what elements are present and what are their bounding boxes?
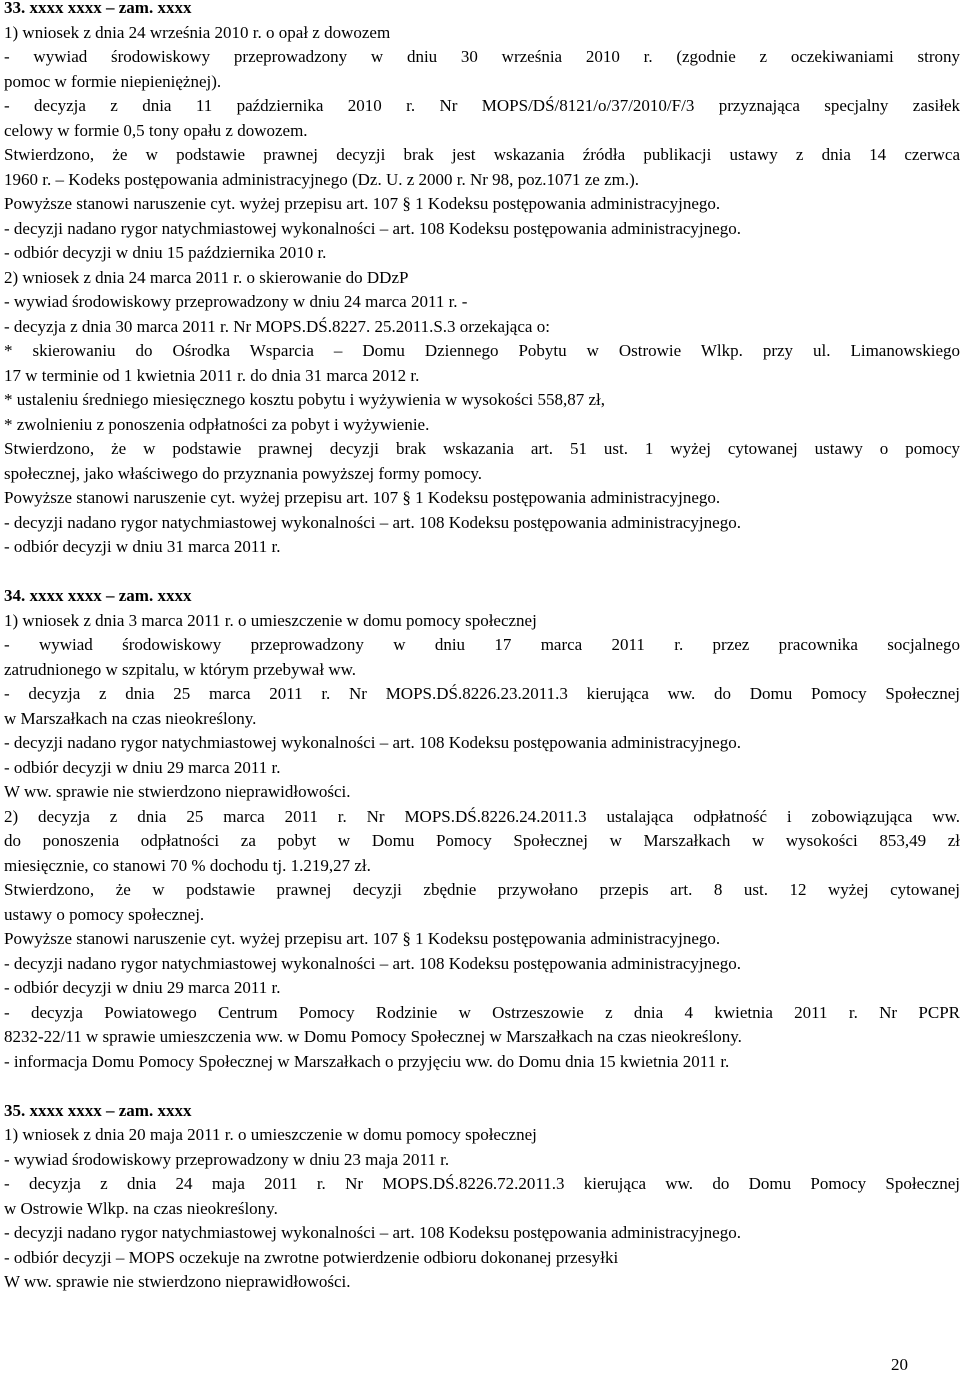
case-heading: 34. xxxx xxxx – zam. xxxx <box>4 586 192 605</box>
text-line: 8232-22/11 w sprawie umieszczenia ww. w Domu Pomocy Społecznej w Marszałkach na czas nieokreślony. <box>4 1027 742 1046</box>
text-line: do ponoszenia odpłatności za pobyt w Domu Pomocy Społecznej w Marszałkach w wysokości 853,49 zł <box>4 831 960 850</box>
text-line: 2) wniosek z dnia 24 marca 2011 r. o skierowanie do DDzP <box>4 267 409 287</box>
text-line: W ww. sprawie nie stwierdzono nieprawidłowości. <box>4 782 351 801</box>
case-heading: 35. xxxx xxxx – zam. xxxx <box>4 1100 192 1120</box>
text-line: Powyższe stanowi naruszenie cyt. wyżej przepisu art. 107 § 1 Kodeksu postępowania administracyjnego. <box>4 194 721 213</box>
text-line: Stwierdzono, że w podstawie prawnej decyzji zbędnie przywołano przepis art. 8 ust. 12 wyżej cytowanej <box>4 880 960 899</box>
text-line: Stwierdzono, że w podstawie prawnej decyzji brak wskazania art. 51 ust. 1 wyżej cytowanej ustawy o pomocy <box>4 439 960 458</box>
text-line: - wywiad środowiskowy przeprowadzony w dniu 30 września 2010 r. (zgodnie z oczekiwaniami strony <box>4 47 960 66</box>
text-line: - odbiór decyzji w dniu 15 października 2010 r. <box>4 243 327 262</box>
text-line: * ustaleniu średniego miesięcznego kosztu pobytu i wyżywienia w wysokości 558,87 zł, <box>4 390 606 409</box>
text-line: - wywiad środowiskowy przeprowadzony w dniu 17 marca 2011 r. przez pracownika socjalnego <box>4 635 960 654</box>
text-line: * skierowaniu do Ośrodka Wsparcia – Domu Dziennego Pobytu w Ostrowie Wlkp. przy ul. Limanowskiego <box>4 341 960 360</box>
text-line: * zwolnieniu z ponoszenia odpłatności za pobyt i wyżywienie. <box>4 414 430 434</box>
text-line: W ww. sprawie nie stwierdzono nieprawidłowości. <box>4 1272 351 1291</box>
text-line: - decyzja z dnia 25 marca 2011 r. Nr MOPS.DŚ.8226.23.2011.3 kierująca ww. do Domu Pomocy Społecznej <box>4 684 960 703</box>
text-line: - informacja Domu Pomocy Społecznej w Marszałkach o przyjęciu ww. do Domu dnia 15 kwietnia 2011 r. <box>4 1051 730 1071</box>
text-line: 1) wniosek z dnia 3 marca 2011 r. o umieszczenie w domu pomocy społecznej <box>4 610 537 630</box>
text-line: - wywiad środowiskowy przeprowadzony w dniu 23 maja 2011 r. <box>4 1149 450 1169</box>
text-line: - decyzji nadano rygor natychmiastowej wykonalności – art. 108 Kodeksu postępowania administracyjnego. <box>4 218 741 238</box>
text-line: miesięcznie, co stanowi 70 % dochodu tj. 1.219,27 zł. <box>4 855 371 875</box>
text-line: pomoc w formie niepieniężnej). <box>4 71 222 91</box>
case-heading: 33. xxxx xxxx – zam. xxxx <box>4 0 192 17</box>
text-line: 2) decyzja z dnia 25 marca 2011 r. Nr MOPS.DŚ.8226.24.2011.3 ustalająca odpłatność i zobowiązująca ww. <box>4 806 960 826</box>
text-line: Powyższe stanowi naruszenie cyt. wyżej przepisu art. 107 § 1 Kodeksu postępowania administracyjnego. <box>4 929 721 948</box>
text-line: - decyzji nadano rygor natychmiastowej wykonalności – art. 108 Kodeksu postępowania administracyjnego. <box>4 953 741 973</box>
text-line: - decyzja z dnia 30 marca 2011 r. Nr MOPS.DŚ.8227. 25.2011.S.3 orzekająca o: <box>4 316 550 336</box>
text-line: - decyzji nadano rygor natychmiastowej wykonalności – art. 108 Kodeksu postępowania administracyjnego. <box>4 1223 741 1242</box>
text-line: 17 w terminie od 1 kwietnia 2011 r. do dnia 31 marca 2012 r. <box>4 365 420 385</box>
text-line: 1) wniosek z dnia 20 maja 2011 r. o umieszczenie w domu pomocy społecznej <box>4 1125 537 1144</box>
text-line: w Ostrowie Wlkp. na czas nieokreślony. <box>4 1198 278 1218</box>
text-line: - odbiór decyzji w dniu 29 marca 2011 r. <box>4 978 281 997</box>
text-line: społecznej, jako właściwego do przyznania powyższej formy pomocy. <box>4 463 483 483</box>
text-line: celowy w formie 0,5 tony opału z dowozem. <box>4 120 308 140</box>
text-line: w Marszałkach na czas nieokreślony. <box>4 708 257 728</box>
text-line: - odbiór decyzji w dniu 29 marca 2011 r. <box>4 757 281 777</box>
text-line: ustawy o pomocy społecznej. <box>4 904 205 924</box>
text-line: Powyższe stanowi naruszenie cyt. wyżej przepisu art. 107 § 1 Kodeksu postępowania administracyjnego. <box>4 488 721 507</box>
page-number: 20 <box>891 1355 908 1374</box>
blank-line <box>4 560 960 585</box>
text-line: - odbiór decyzji – MOPS oczekuje na zwrotne potwierdzenie odbioru dokonanej przesyłki <box>4 1247 619 1267</box>
text-line: - wywiad środowiskowy przeprowadzony w dniu 24 marca 2011 r. - <box>4 292 468 311</box>
text-line: Stwierdzono, że w podstawie prawnej decyzji brak jest wskazania źródła publikacji ustawy z dnia 14 czerwca <box>4 145 960 164</box>
text-line: - decyzji nadano rygor natychmiastowej wykonalności – art. 108 Kodeksu postępowania administracyjnego. <box>4 733 741 752</box>
text-line: - decyzji nadano rygor natychmiastowej wykonalności – art. 108 Kodeksu postępowania administracyjnego. <box>4 512 741 532</box>
text-line: - decyzja Powiatowego Centrum Pomocy Rodzinie w Ostrzeszowie z dnia 4 kwietnia 2011 r. Nr PCPR <box>4 1002 960 1022</box>
blank-line <box>4 1074 960 1099</box>
text-line: zatrudnionego w szpitalu, w którym przebywał ww. <box>4 659 357 679</box>
text-line: - odbiór decyzji w dniu 31 marca 2011 r. <box>4 537 281 556</box>
text-line: 1) wniosek z dnia 24 września 2010 r. o opał z dowozem <box>4 22 391 42</box>
document-page <box>4 0 960 1295</box>
text-line: 1960 r. – Kodeks postępowania administracyjnego (Dz. U. z 2000 r. Nr 98, poz.1071 ze zm.). <box>4 169 639 189</box>
text-line: - decyzja z dnia 24 maja 2011 r. Nr MOPS.DŚ.8226.72.2011.3 kierująca ww. do Domu Pomocy Społecznej <box>4 1174 960 1193</box>
text-line: - decyzja z dnia 11 października 2010 r. Nr MOPS/DŚ/8121/o/37/2010/F/3 przyznająca specjalny zasiłek <box>4 96 960 115</box>
